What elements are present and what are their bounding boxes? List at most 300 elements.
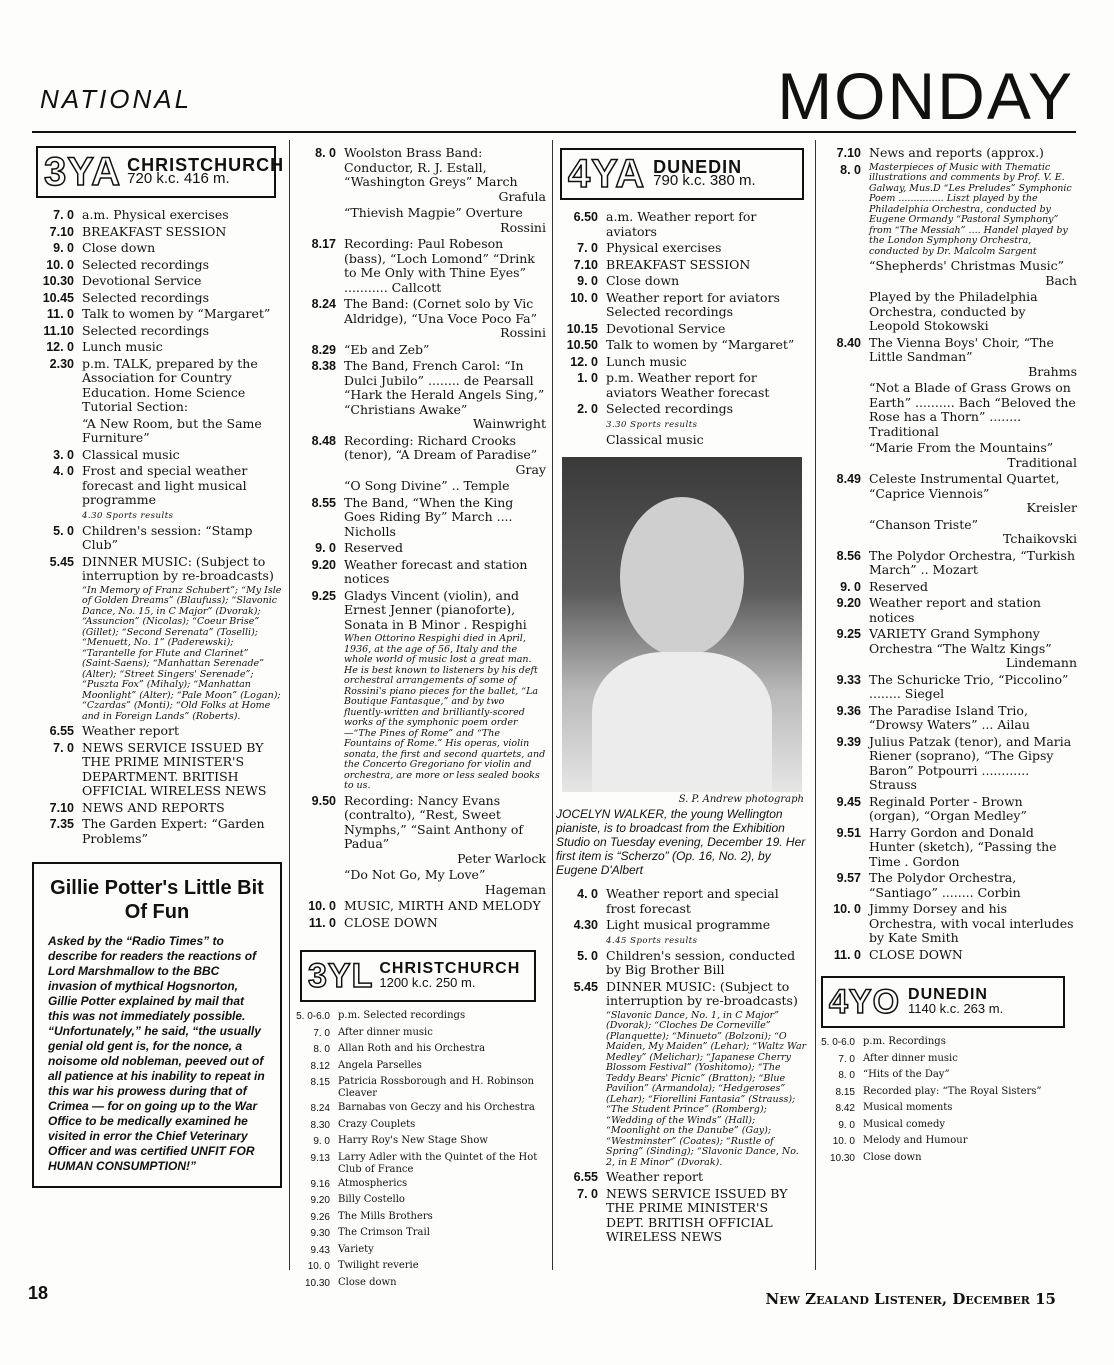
schedule-item	[294, 1060, 546, 1075]
schedule-item	[32, 817, 282, 846]
item-text: Devotional Service	[82, 273, 202, 288]
item-time: 9.57	[836, 871, 861, 885]
schedule-item	[32, 241, 282, 256]
item-time: 5. 0-6.0	[296, 1011, 330, 1022]
schedule-item	[32, 801, 282, 816]
schedule-item	[556, 274, 808, 289]
item-text: “A New Room, but the Same Furniture”	[82, 415, 262, 445]
schedule-item	[294, 916, 546, 931]
item-text: Patricia Rossborough and H. Robinson Cleaver	[338, 1076, 534, 1099]
item-time: 8.42	[835, 1103, 855, 1114]
schedule-item	[556, 433, 808, 448]
item-text: “Marie From the Mountains”	[869, 440, 1054, 455]
schedule-item	[819, 948, 1077, 963]
item-time: 6.55	[49, 724, 74, 738]
item-time: 11. 0	[46, 307, 74, 321]
item-time: 8.24	[311, 297, 336, 311]
schedule-item	[819, 336, 1077, 380]
schedule-item	[32, 291, 282, 306]
item-text: “Thievish Magpie” Overture	[344, 205, 523, 220]
item-text: Light musical programme	[606, 917, 771, 932]
schedule-item	[32, 724, 282, 739]
schedule-item	[294, 359, 546, 432]
schedule-item	[32, 524, 282, 553]
schedule-item	[294, 558, 546, 587]
item-time	[556, 935, 606, 947]
item-time: 5. 0-6.0	[821, 1037, 855, 1048]
item-text: p.m. Selected recordings	[338, 1010, 466, 1021]
item-text: 3.30 Sports results	[606, 419, 698, 430]
item-time: 9.33	[836, 672, 861, 687]
schedule-item	[294, 297, 546, 341]
schedule-item	[819, 1069, 1077, 1084]
schedule-item	[294, 1211, 546, 1226]
station-name: DUNEDIN	[908, 985, 988, 1003]
schedule-item	[556, 1187, 808, 1245]
header-rule	[32, 131, 1076, 133]
schedule-item	[819, 1119, 1077, 1134]
schedule-item	[556, 210, 808, 239]
schedule-item	[294, 589, 546, 633]
schedule-item	[32, 274, 282, 289]
item-text: “Not a Blade of Grass Grows on Earth” .......... Bach “Beloved the Rose has a Thorn” ........ Traditional	[869, 380, 1076, 439]
item-composer: Peter Warlock	[457, 850, 546, 866]
shoulders-shape	[592, 652, 772, 792]
feature-box	[32, 862, 282, 1188]
item-text: VARIETY Grand Symphony Orchestra “The Waltz Kings”	[869, 626, 1052, 656]
schedule-item	[556, 338, 808, 353]
item-time: 8.24	[310, 1103, 330, 1114]
photo-caption: JOCELYN WALKER, the young Wellington pianiste, is to broadcast from the Exhibition Studio on Tuesday evening, December 19. Her first item is “Scherzo” (Op. 16, No. 2), by Eugene D'Albert	[556, 807, 806, 877]
schedule-item	[819, 163, 1077, 258]
item-time: 9. 0	[838, 1119, 855, 1131]
item-time: 8.12	[310, 1060, 330, 1072]
schedule-item	[819, 596, 1077, 625]
schedule-item	[556, 949, 808, 978]
item-text: When Ottorino Respighi died in April, 1936, at the age of 56, Italy and the whole world of music lost a great man. He is best known to listeners by his deft orchestral arrangements of some of Rossini's piano pieces for the ballet, “La Boutique Fantasque,” and by two fluently-written and brilliantly-scored works of the symphonic poem order—“The Pines of Rome” and “The Fountains of Rome.” His operas, violin sonata, the first and second quartets, and the Concerto Gregoriano for violin and orchestra, are more or less sealed books to us.	[344, 633, 546, 791]
station-frequency: 720 k.c. 416 m.	[127, 170, 230, 187]
schedule-item	[294, 1043, 546, 1058]
item-text: Variety	[338, 1243, 374, 1255]
item-text: The Band, French Carol: “In Dulci Jubilo” ........ de Pearsall “Hark the Herald Angels Sing,” “Christians Awake”	[344, 358, 545, 417]
item-text: p.m. TALK, prepared by the Association for Country Education. Home Science Tutorial Section:	[82, 355, 258, 414]
schedule-item	[294, 479, 546, 494]
item-time	[556, 419, 606, 431]
item-time: 2. 0	[577, 402, 598, 416]
item-text: DINNER MUSIC: (Subject to interruption by re-broadcasts)	[606, 978, 798, 1008]
item-text: “In Memory of Franz Schubert”; “My Isle of Golden Dreams” (Blaufuss); “Slavonic Dance, No. 15, in C Major” (Dvorak); “Assuncion” (Nicolas); “Coeur Brise” (Gillet); “Second Serenata” (Toselli); “Menuett, No. 1” (Paderewski); “Tarantelle for Flute and Clarinet” (Saint-Saens); “Manhattan Serenade” (Alter); “Street Singers' Serenade”; “Puszta Fox” (Mihaly); “Manhattan Moonlight” (Alter); “Pale Moon” (Logan); “Czardas” (Monti); “Old Folks at Home and in Foreign Lands” (Roberts).	[82, 584, 282, 722]
schedule-item	[294, 1277, 546, 1292]
item-text: p.m. Weather report for aviators Weather forecast	[606, 370, 770, 400]
schedule-item	[294, 1227, 546, 1242]
item-composer: Brahms	[1028, 363, 1077, 379]
item-time: 7. 0	[577, 241, 598, 255]
item-text: “Shepherds' Christmas Music”	[869, 258, 1065, 273]
schedule-item	[819, 795, 1077, 824]
item-text: Devotional Service	[606, 320, 726, 336]
item-composer: Tchaikovski	[1002, 531, 1077, 546]
item-text: “Do Not Go, My Love”	[344, 867, 486, 882]
item-text: The Crimson Trail	[338, 1227, 430, 1238]
schedule-list	[556, 887, 808, 1245]
schedule-item	[819, 441, 1077, 470]
item-text: Billy Costello	[338, 1194, 405, 1205]
item-text: Talk to women by “Margaret”	[82, 306, 271, 321]
station-header-4ya	[560, 148, 804, 200]
schedule-item	[556, 402, 808, 417]
schedule-item	[294, 1194, 546, 1209]
item-text: MUSIC, MIRTH AND MELODY	[344, 898, 541, 913]
item-composer: Hageman	[484, 881, 546, 897]
item-time: 9.45	[836, 794, 861, 809]
item-time: 8. 0	[313, 1044, 330, 1055]
item-time: 9. 0	[577, 274, 598, 288]
item-text: Close down	[863, 1151, 922, 1163]
item-time: 10.30	[304, 1277, 330, 1289]
item-composer: Bach	[1045, 272, 1077, 288]
item-text: Close down	[606, 273, 680, 288]
item-composer: Rossini	[500, 219, 546, 235]
item-text: Gladys Vincent (violin), and Ernest Jenner (pianoforte), Sonata in B Minor . Respighi	[344, 587, 527, 632]
schedule-item	[294, 1178, 546, 1193]
schedule-item	[556, 918, 808, 933]
item-time	[32, 586, 82, 723]
item-text: The Garden Expert: “Garden Problems”	[82, 816, 265, 846]
item-time: 8.29	[311, 342, 336, 357]
item-text: The Vienna Boys' Choir, “The Little Sandman”	[869, 334, 1054, 364]
item-text: NEWS SERVICE ISSUED BY THE PRIME MINISTER'S DEPARTMENT. BRITISH OFFICIAL WIRELESS NEWS	[82, 739, 267, 798]
item-time: 12. 0	[46, 340, 74, 354]
item-time: 10. 0	[307, 1261, 330, 1272]
schedule-item	[32, 208, 282, 223]
schedule-item	[32, 586, 282, 723]
item-time: 5.45	[49, 554, 74, 569]
feature-text: Asked by the “Radio Times” to describe for readers the reactions of Lord Marshmallow to the BBC invasion of mythical Hogsnorton, Gillie Potter explained by mail that this was not immediately possible. “Unfortunately,” he said, “the usually genial old gent is, for the nonce, a noisome old nobleman, peeved out of all patience at his inability to repeat in this war his prowess during that of Crimea — for on going up to the War Office to be medically examined he visited in error the Chief Veterinary Officer and was certified UNFIT FOR HUMAN CONSUMPTION!”	[48, 934, 265, 1173]
item-text: Harry Gordon and Donald Hunter (sketch), “Passing the Time . Gordon	[869, 824, 1057, 869]
station-logo: 4YA	[568, 152, 646, 196]
item-text: The Schuricke Trio, “Piccolino” ........ Siegel	[869, 671, 1069, 701]
section-label: NATIONAL	[40, 84, 193, 114]
item-text: p.m. Recordings	[863, 1036, 946, 1047]
item-time: 8.38	[311, 359, 336, 373]
item-composer: Gray	[515, 461, 546, 477]
item-time: 10. 0	[46, 257, 74, 272]
item-time: 9.13	[310, 1152, 330, 1164]
station-logo: 4YO	[829, 983, 901, 1021]
item-text: Selected recordings	[82, 289, 210, 305]
schedule-item	[294, 1076, 546, 1100]
item-text: Crazy Couplets	[338, 1118, 416, 1130]
item-text: a.m. Weather report for aviators	[606, 209, 757, 239]
item-time: 7.10	[49, 224, 74, 239]
item-time: 6.50	[573, 210, 598, 224]
item-text: Reserved	[869, 578, 929, 594]
column-3ya	[32, 140, 285, 1188]
item-text: Classical music	[606, 431, 704, 447]
item-time: 9. 0	[53, 241, 74, 255]
schedule-item	[556, 935, 808, 947]
item-time	[32, 417, 82, 446]
item-text: Played by the Philadelphia Orchestra, conducted by Leopold Stokowski	[869, 289, 1038, 333]
item-time: 3. 0	[53, 447, 74, 462]
schedule-item	[294, 541, 546, 556]
station-name: DUNEDIN	[653, 156, 743, 177]
item-time: 10. 0	[832, 1136, 855, 1147]
column-3ya-evening	[294, 140, 546, 1293]
schedule-list	[294, 146, 546, 930]
station-frequency: 1200 k.c. 250 m.	[379, 975, 476, 990]
schedule-item	[556, 371, 808, 400]
schedule-item	[556, 419, 808, 431]
schedule-item	[819, 673, 1077, 702]
item-time	[294, 634, 344, 792]
schedule-item	[32, 555, 282, 584]
item-time: 7.10	[49, 800, 74, 815]
station-header-4yo	[821, 976, 1065, 1028]
station-logo: 3YL	[308, 957, 374, 995]
item-time: 7.35	[49, 817, 74, 831]
schedule-list-small	[819, 1036, 1077, 1166]
item-text: “Eb and Zeb”	[344, 341, 430, 357]
item-text: Frost and special weather forecast and light musical programme	[82, 463, 248, 507]
schedule-item	[819, 1152, 1077, 1167]
item-time	[819, 441, 869, 470]
item-text: Musical moments	[863, 1102, 953, 1113]
schedule-item	[32, 340, 282, 355]
item-text: Reserved	[344, 540, 404, 555]
item-time	[819, 518, 869, 547]
schedule-item	[32, 324, 282, 339]
item-time: 8.55	[311, 495, 336, 510]
item-time: 9.43	[310, 1244, 330, 1256]
item-time	[819, 259, 869, 288]
schedule-item	[294, 1102, 546, 1117]
item-text: Selected recordings	[606, 401, 734, 416]
item-time: 9.26	[310, 1211, 330, 1223]
item-time: 7.10	[836, 146, 861, 160]
schedule-item	[294, 343, 546, 358]
item-time: 8. 0	[840, 162, 861, 177]
item-composer: Grafula	[498, 188, 546, 204]
item-time: 8.17	[311, 237, 336, 251]
item-composer: Traditional	[1007, 454, 1077, 470]
item-time: 8.56	[836, 548, 861, 563]
item-time	[294, 868, 344, 897]
schedule-item	[819, 259, 1077, 288]
item-text: Recording: Nancy Evans (contralto), “Rest, Sweet Nymphs,” “Saint Anthony of Padua”	[344, 792, 524, 851]
item-text: Larry Adler with the Quintet of the Hot Club of France	[338, 1151, 538, 1175]
item-time: 7. 0	[313, 1027, 330, 1039]
schedule-item	[819, 1102, 1077, 1117]
schedule-item	[32, 448, 282, 463]
item-text: Physical exercises	[606, 240, 722, 255]
schedule-item	[294, 1010, 546, 1025]
item-time: 12. 0	[570, 354, 598, 369]
item-time: 10.30	[829, 1152, 855, 1164]
item-text: “Hits of the Day”	[863, 1069, 950, 1080]
item-text: News and reports (approx.)	[869, 145, 1044, 160]
item-composer: Rossini	[500, 325, 546, 340]
item-time	[556, 1011, 606, 1169]
item-time: 9.16	[310, 1178, 330, 1190]
column-divider	[289, 140, 290, 1270]
item-time: 9.36	[836, 703, 861, 718]
item-text: After dinner music	[338, 1026, 433, 1038]
schedule-item	[819, 518, 1077, 547]
item-text: Close down	[338, 1276, 397, 1288]
item-text: Masterpieces of Music with Thematic illustrations and comments by Prof. V. E. Galway, Mus.D “Les Preludes” Symphonic Poem ............... Liszt played by the Philadelphia Orchestra, conducted by Eugene Ormandy “Pastoral Symphony” from “The Messiah” .... Handel played by the London Symphony Orchestra, conducted by Dr. Malcolm Sargent	[869, 161, 1072, 257]
item-text: The Band: (Cornet solo by Vic Aldridge), “Una Voce Poco Fa”	[344, 296, 537, 326]
item-time: 9.25	[311, 588, 336, 603]
schedule-item	[294, 1135, 546, 1150]
schedule-item	[556, 980, 808, 1009]
column-divider	[552, 140, 553, 1270]
item-text: DINNER MUSIC: (Subject to interruption by re-broadcasts)	[82, 553, 274, 583]
item-time: 11. 0	[308, 915, 336, 930]
item-text: Weather report	[606, 1169, 703, 1184]
item-text: Talk to women by “Margaret”	[606, 337, 795, 352]
item-time	[819, 290, 869, 334]
item-time: 9.25	[836, 627, 861, 641]
item-time: 10. 0	[570, 290, 598, 305]
feature-title: Gillie Potter's Little Bit Of Fun	[50, 877, 264, 923]
station-logo: 3YA	[44, 150, 122, 194]
item-time: 8. 0	[838, 1070, 855, 1081]
schedule-item	[294, 1260, 546, 1275]
schedule-item	[32, 225, 282, 240]
item-time	[294, 479, 344, 494]
item-text: Julius Patzak (tenor), and Maria Riener (soprano), “The Gipsy Baron” Potpourri ............ Strauss	[869, 733, 1072, 792]
schedule-item	[819, 735, 1077, 793]
item-text: CLOSE DOWN	[869, 946, 963, 962]
item-text: Children's session: “Stamp Club”	[82, 522, 253, 552]
publication-line: New Zealand Listener, December 15	[765, 1290, 1056, 1308]
schedule-item	[556, 887, 808, 916]
item-time: 10.45	[42, 290, 74, 305]
station-name: CHRISTCHURCH	[379, 959, 521, 977]
face-shape	[620, 497, 744, 657]
item-time: 7. 0	[577, 1186, 598, 1201]
schedule-item	[32, 357, 282, 415]
item-text: The Paradise Island Trio, “Drowsy Waters” ... Ailau	[869, 702, 1030, 732]
item-time: 7. 0	[53, 208, 74, 222]
item-time	[294, 206, 344, 235]
item-text: Recorded play: “The Royal Sisters”	[863, 1085, 1042, 1097]
schedule-item	[819, 871, 1077, 900]
item-text: Selected recordings	[82, 256, 210, 272]
schedule-item	[556, 258, 808, 273]
page-number: 18	[28, 1283, 49, 1303]
item-time: 9.30	[310, 1228, 330, 1239]
schedule-item	[819, 290, 1077, 334]
schedule-list	[819, 146, 1077, 962]
item-time: 9. 0	[313, 1136, 330, 1147]
item-composer: Lindemann	[1005, 655, 1077, 670]
schedule-item	[556, 322, 808, 337]
item-time: 4.30	[573, 918, 598, 932]
item-text: Weather report and station notices	[869, 595, 1041, 625]
schedule-item	[819, 627, 1077, 671]
item-text: The Band, “When the King Goes Riding By” March .... Nicholls	[344, 494, 514, 539]
item-text: Reginald Porter - Brown (organ), “Organ Medley”	[869, 793, 1027, 823]
day-heading: MONDAY	[777, 59, 1074, 133]
schedule-item	[294, 634, 546, 792]
schedule-list	[556, 210, 808, 447]
item-text: NEWS AND REPORTS	[82, 799, 225, 815]
column-4ya-evening	[819, 140, 1077, 1168]
item-time: 8.49	[836, 472, 861, 486]
item-time: 11. 0	[833, 947, 861, 962]
item-time: 10. 0	[308, 899, 336, 913]
item-time: 7. 0	[53, 740, 74, 755]
schedule-item	[819, 146, 1077, 161]
item-composer: Wainwright	[472, 416, 546, 431]
item-text: Atmospherics	[338, 1177, 408, 1189]
item-time: 5. 0	[53, 523, 74, 538]
schedule-item	[819, 704, 1077, 733]
item-text: Recording: Richard Crooks (tenor), “A Dream of Paradise”	[344, 432, 538, 462]
item-text: The Polydor Orchestra, “Turkish March” .. Mozart	[869, 547, 1075, 577]
schedule-item	[294, 146, 546, 204]
item-text: Lunch music	[606, 353, 687, 369]
schedule-item	[819, 472, 1077, 516]
item-text: The Mills Brothers	[338, 1210, 433, 1222]
item-text: After dinner music	[863, 1052, 958, 1064]
schedule-item	[556, 1011, 808, 1169]
item-time: 8.48	[311, 433, 336, 448]
item-text: Musical comedy	[863, 1118, 946, 1130]
item-time: 2.30	[49, 356, 74, 371]
photo-credit: S. P. Andrew photograph	[678, 794, 804, 805]
column-divider	[815, 140, 816, 1270]
item-time: 11.10	[43, 323, 74, 338]
item-time: 4. 0	[577, 887, 598, 901]
schedule-item	[32, 464, 282, 508]
item-time: 6.55	[573, 1170, 598, 1184]
schedule-item	[32, 510, 282, 522]
item-text: “Chanson Triste”	[869, 516, 979, 532]
station-header-3ya	[36, 146, 285, 198]
schedule-item	[294, 1152, 546, 1176]
schedule-item	[819, 902, 1077, 946]
item-text: Melody and Humour	[863, 1135, 968, 1146]
schedule-item	[294, 868, 546, 897]
item-text: Close down	[82, 240, 156, 255]
schedule-item	[294, 794, 546, 867]
schedule-item	[819, 1053, 1077, 1068]
schedule-item	[819, 1135, 1077, 1150]
schedule-item	[294, 206, 546, 235]
schedule-item	[556, 241, 808, 256]
item-time: 9.20	[836, 596, 861, 610]
item-time: 7. 0	[838, 1053, 855, 1065]
item-time: 9. 0	[315, 541, 336, 555]
schedule-item	[556, 291, 808, 320]
item-time: 8. 0	[315, 146, 336, 160]
schedule-list-small	[294, 1010, 546, 1291]
column-4ya	[556, 140, 808, 1247]
item-text: Lunch music	[82, 339, 163, 354]
item-time: 9.51	[836, 825, 861, 840]
station-frequency: 1140 k.c. 263 m.	[908, 1001, 1004, 1016]
item-text: NEWS SERVICE ISSUED BY THE PRIME MINISTER'S DEPT. BRITISH OFFICIAL WIRELESS NEWS	[606, 1185, 788, 1244]
schedule-item	[556, 355, 808, 370]
item-time: 8.30	[310, 1119, 330, 1131]
item-time: 10. 0	[833, 902, 861, 916]
schedule-item	[32, 741, 282, 799]
item-text: Weather report and special frost forecast	[606, 886, 779, 916]
item-text: Allan Roth and his Orchestra	[338, 1043, 486, 1054]
